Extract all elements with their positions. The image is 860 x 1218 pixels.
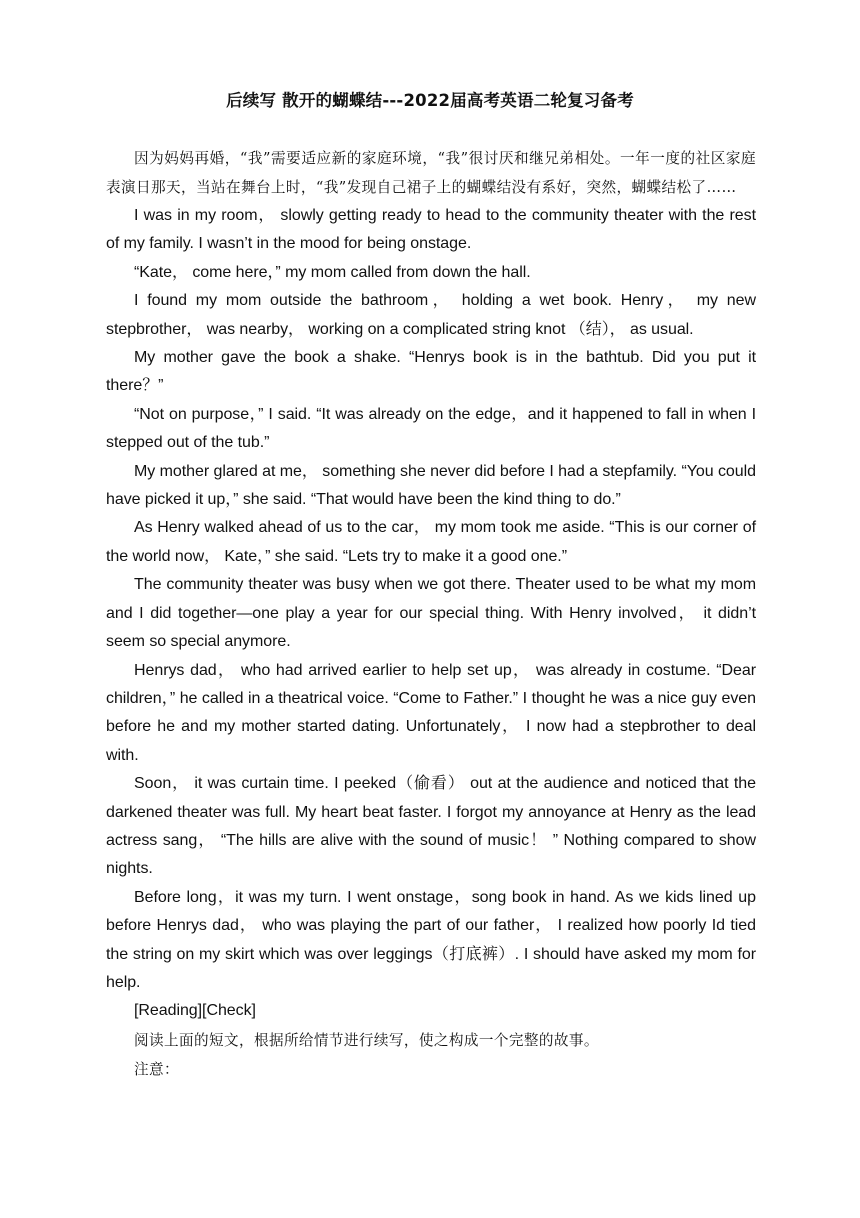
story-paragraph: I found my mom outside the bathroom， holding a wet book. Henry， my new stepbrother， was nearby， working on a complicated string knot （结）， as usual. [106, 292, 756, 338]
story-paragraph: My mother glared at me， something she never did before I had a stepfamily. “You could have picked it up，” she said. “That would have been the kind thing to do.” [106, 462, 756, 509]
story-paragraph: As Henry walked ahead of us to the car， my mom took me aside. “This is our corner of the world now， Kate，” she said. “Lets try to make it a good one.” [106, 519, 756, 565]
story-paragraph: Soon， it was curtain time. I peeked（偷看） out at the audience and noticed that the darkened theater was full. My heart beat faster. I forgot my annoyance at Henry as the lead actress sang， “The hills are alive with the sound of music！ ” Nothing compared to show nights. [106, 775, 756, 878]
story-paragraph: The community theater was busy when we got there. Theater used to be what my mom and I did together—one play a year for our special thing. With Henry involved， it didn’t seem so special anymore. [106, 576, 756, 651]
document-title: 后续写 散开的蝴蝶结---2022届高考英语二轮复习备考 [226, 91, 634, 110]
story-paragraph: “Kate， come here，” my mom called from down the hall. [134, 263, 531, 281]
task-instruction: 阅读上面的短文，根据所给情节进行续写，使之构成一个完整的故事。 [134, 1031, 599, 1049]
notes-heading: 注意： [134, 1060, 179, 1078]
chinese-intro-paragraph: 因为妈妈再婚，“我”需要适应新的家庭环境，“我”很讨厌和继兄弟相处。一年一度的社区家庭表演日那天，当站在舞台上时，“我”发现自己裙子上的蝴蝶结没有系好，突然，蝴蝶结松了…… [106, 150, 756, 196]
story-paragraph: My mother gave the book a shake. “Henrys book is in the bathtub. Did you put it there？” [106, 349, 756, 395]
story-paragraph: Before long，it was my turn. I went onstage，song book in hand. As we kids lined up before Henrys dad， who was playing the part of our father， I realized how poorly Id tied the string on my skirt which was over leggings（打底裤）. I should have asked my mom for help. [106, 888, 756, 991]
document-body [106, 144, 756, 1084]
reading-check-label: [Reading][Check] [134, 1002, 256, 1020]
story-paragraph: I was in my room， slowly getting ready to head to the community theater with the rest of my family. I wasn’t in the mood for being onstage. [106, 207, 756, 253]
story-paragraph: Henrys dad， who had arrived earlier to help set up， was already in costume. “Dear children，” he called in a theatrical voice. “Come to Father.” I thought he was a nice guy even before he and my mother started dating. Unfortunately， I now had a stepbrother to deal with. [106, 661, 756, 764]
story-paragraph: “Not on purpose，” I said. “It was already on the edge，and it happened to fall in when I stepped out of the tub.” [106, 405, 756, 452]
